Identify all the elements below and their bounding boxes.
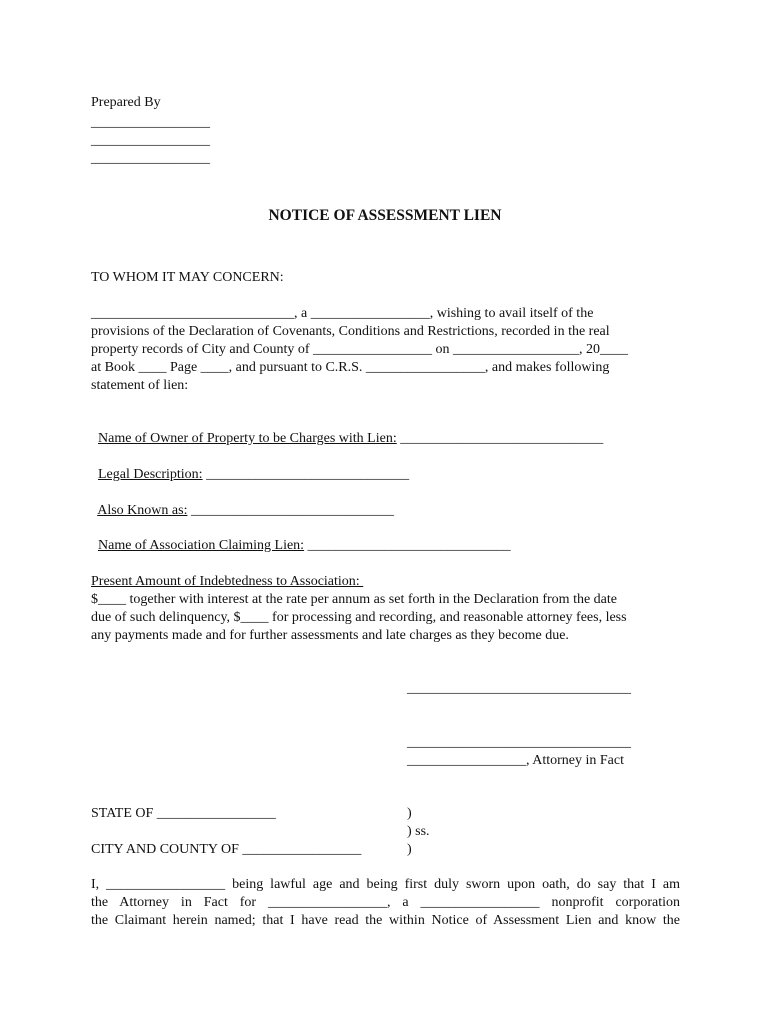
field-owner-name [91, 412, 603, 448]
salutation: TO WHOM IT MAY CONCERN: [91, 270, 284, 285]
intro-line-2: provisions of the Declaration of Covenants, Conditions and Restrictions, recorded in the real [91, 324, 610, 339]
oath-line-3: the Claimant herein named; that I have read the within Notice of Assessment Lien and know the [91, 913, 680, 928]
indebtedness-line-2: due of such delinquency, $____ for processing and recording, and reasonable attorney fees, less [91, 610, 627, 625]
field-blank: _____________________________ [400, 431, 604, 446]
prepared-by-blank-3: _________________ [91, 151, 210, 166]
venue-paren-1: ) [407, 806, 412, 821]
signature-line-2: ________________________________ [407, 735, 631, 750]
field-label: Legal Description: [98, 467, 203, 482]
state-of-line: STATE OF _________________ [91, 806, 276, 821]
city-county-line: CITY AND COUNTY OF _________________ [91, 842, 362, 857]
prepared-by-blank-2: _________________ [91, 133, 210, 148]
venue-paren-3: ) [407, 842, 412, 857]
field-legal-description [91, 448, 409, 484]
field-label: Also Known as: [97, 503, 188, 518]
intro-line-5: statement of lien: [91, 378, 189, 393]
field-label: Name of Association Claiming Lien: [98, 538, 305, 553]
field-blank: _____________________________ [206, 467, 410, 482]
venue-ss: ) ss. [407, 824, 430, 839]
signature-line-1: ________________________________ [407, 681, 631, 696]
intro-line-4: at Book ____ Page ____, and pursuant to C.R.S. _________________, and makes following [91, 360, 610, 375]
indebtedness-heading: Present Amount of Indebtedness to Association: [91, 574, 364, 589]
field-association-name [91, 519, 511, 555]
indebtedness-line-3: any payments made and for further assessments and late charges as they become due. [91, 628, 569, 643]
oath-line-2: the Attorney in Fact for _________________, a _________________ nonprofit corporation [91, 895, 680, 910]
intro-line-1: _____________________________, a _________________, wishing to avail itself of the [91, 306, 594, 321]
intro-line-3: property records of City and County of _________________ on __________________, 20____ [91, 342, 629, 357]
field-also-known-as [91, 484, 394, 520]
prepared-by-label: Prepared By [91, 95, 161, 110]
indebtedness-line-1: $____ together with interest at the rate per annum as set forth in the Declaration from the date [91, 592, 617, 607]
oath-line-1: I, _________________ being lawful age and being first duly sworn upon oath, do say that I am [91, 877, 680, 892]
attorney-in-fact-line: _________________, Attorney in Fact [407, 753, 624, 768]
field-label: Name of Owner of Property to be Charges with Lien: [98, 431, 397, 446]
document-title: NOTICE OF ASSESSMENT LIEN [268, 207, 502, 224]
field-blank: _____________________________ [190, 503, 394, 518]
field-blank: _____________________________ [307, 538, 511, 553]
prepared-by-blank-1: _________________ [91, 115, 210, 130]
